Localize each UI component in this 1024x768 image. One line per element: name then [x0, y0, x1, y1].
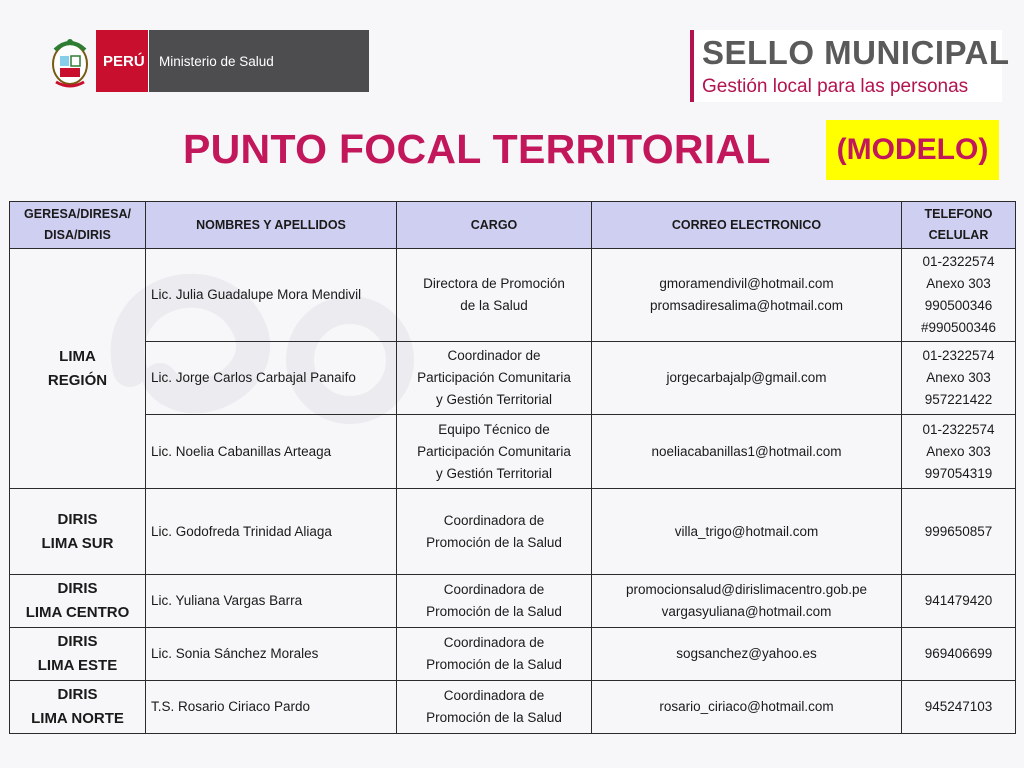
role-line: Promoción de la Salud: [426, 534, 562, 550]
column-header-region: [10, 202, 146, 249]
email-cell: [592, 575, 902, 628]
region-line: LIMA ESTE: [37, 657, 118, 674]
name-cell: Lic. Godofreda Trinidad Aliaga: [146, 489, 397, 575]
phone-cell: [902, 342, 1016, 415]
role-line: Coordinadora de: [443, 688, 545, 703]
role-line: Promoción de la Salud: [426, 657, 562, 672]
email-line: noeliacabanillas1@hotmail.com: [651, 443, 842, 459]
name-cell: Lic. Sonia Sánchez Morales: [146, 628, 397, 681]
email-line: promocionsalud@dirislimacentro.gob.pe: [625, 582, 868, 597]
role-line: de la Salud: [460, 298, 528, 313]
peru-label: PERÚ: [96, 30, 148, 92]
sello-municipal-logo: [690, 30, 1010, 102]
name-cell: Lic. Noelia Cabanillas Arteaga: [146, 415, 397, 489]
role-cell: [397, 342, 592, 415]
phone-line: Anexo 303: [926, 276, 991, 291]
role-cell: [397, 628, 592, 681]
name-cell: Lic. Yuliana Vargas Barra: [146, 575, 397, 628]
role-cell: [397, 575, 592, 628]
column-header-email: CORREO ELECTRONICO: [592, 202, 902, 249]
phone-cell: 969406699: [902, 628, 1016, 681]
phone-cell: 945247103: [902, 681, 1016, 734]
role-cell: [397, 489, 592, 575]
table-row: [10, 489, 1016, 575]
role-line: Equipo Técnico de: [438, 421, 550, 437]
role-line: Coordinador de: [447, 348, 541, 363]
header-line: GERESA/DIRESA/: [24, 207, 131, 221]
name-cell: Lic. Julia Guadalupe Mora Mendivil: [146, 249, 397, 342]
ministry-label: Ministerio de Salud: [148, 30, 369, 92]
phone-line: 990500346: [924, 298, 993, 313]
region-line: LIMA: [59, 347, 96, 365]
peru-coat-of-arms-icon: [46, 30, 94, 92]
table-row: [10, 628, 1016, 681]
phone-cell: [902, 249, 1016, 342]
region-line: REGIÓN: [47, 371, 108, 389]
role-line: y Gestión Territorial: [435, 465, 553, 481]
role-line: Promoción de la Salud: [426, 604, 562, 619]
phone-cell: 999650857: [902, 489, 1016, 575]
phone-line: 957221422: [924, 392, 993, 407]
table-row: [10, 415, 1016, 489]
column-header-role: CARGO: [397, 202, 592, 249]
role-line: Participación Comunitaria: [417, 370, 571, 385]
name-cell: Lic. Jorge Carlos Carbajal Panaifo: [146, 342, 397, 415]
table-row: [10, 681, 1016, 734]
phone-line: 997054319: [924, 465, 993, 481]
region-line: LIMA SUR: [41, 534, 114, 552]
region-cell: [10, 489, 146, 575]
model-badge: (MODELO): [826, 120, 999, 180]
region-cell: [10, 249, 146, 489]
email-cell: rosario_ciriaco@hotmail.com: [592, 681, 902, 734]
column-header-phone: [902, 202, 1016, 249]
role-line: Participación Comunitaria: [417, 443, 571, 459]
phone-line: #990500346: [920, 320, 997, 335]
role-cell: [397, 249, 592, 342]
logo-accent-bar: [690, 30, 694, 102]
email-line: jorgecarbajalp@gmail.com: [666, 370, 827, 385]
contacts-table: [9, 201, 1016, 734]
role-line: Coordinadora de: [443, 512, 545, 528]
email-cell: sogsanchez@yahoo.es: [592, 628, 902, 681]
region-line: DIRIS: [57, 510, 98, 528]
name-cell: T.S. Rosario Ciriaco Pardo: [146, 681, 397, 734]
table-row: [10, 575, 1016, 628]
email-line: promsadiresalima@hotmail.com: [649, 298, 843, 313]
page-title: PUNTO FOCAL TERRITORIAL: [183, 126, 771, 172]
table-header-row: [10, 202, 1016, 249]
phone-line: 01-2322574: [922, 421, 995, 437]
phone-cell: [902, 415, 1016, 489]
phone-line: Anexo 303: [926, 370, 991, 385]
table-row: [10, 342, 1016, 415]
role-cell: [397, 415, 592, 489]
region-line: LIMA CENTRO: [25, 604, 130, 621]
header-line: DISA/DIRIS: [44, 228, 111, 242]
email-line: vargasyuliana@hotmail.com: [661, 604, 832, 619]
region-cell: [10, 628, 146, 681]
region-line: DIRIS: [57, 633, 98, 650]
region-line: DIRIS: [57, 686, 98, 703]
column-header-name: NOMBRES Y APELLIDOS: [146, 202, 397, 249]
phone-cell: 941479420: [902, 575, 1016, 628]
role-line: Coordinadora de: [443, 582, 545, 597]
role-line: Coordinadora de: [443, 635, 545, 650]
role-line: y Gestión Territorial: [435, 392, 553, 407]
region-cell: [10, 681, 146, 734]
region-line: LIMA NORTE: [31, 710, 124, 727]
email-cell: [592, 415, 902, 489]
role-line: Directora de Promoción: [423, 276, 565, 291]
region-line: DIRIS: [57, 580, 98, 597]
email-cell: villa_trigo@hotmail.com: [592, 489, 902, 575]
role-line: Promoción de la Salud: [426, 710, 562, 725]
phone-line: 01-2322574: [922, 348, 995, 363]
phone-line: 01-2322574: [922, 254, 995, 269]
sello-subtitle: Gestión local para las personas: [702, 76, 969, 97]
email-line: gmoramendivil@hotmail.com: [659, 276, 834, 291]
header-line: TELEFONO: [924, 207, 993, 221]
email-cell: [592, 342, 902, 415]
minsa-logo: [46, 30, 369, 92]
phone-line: Anexo 303: [926, 443, 991, 459]
table-row: [10, 249, 1016, 342]
role-cell: [397, 681, 592, 734]
header-line: CELULAR: [928, 228, 989, 242]
region-cell: [10, 575, 146, 628]
sello-title: SELLO MUNICIPAL: [702, 34, 1010, 71]
email-cell: [592, 249, 902, 342]
